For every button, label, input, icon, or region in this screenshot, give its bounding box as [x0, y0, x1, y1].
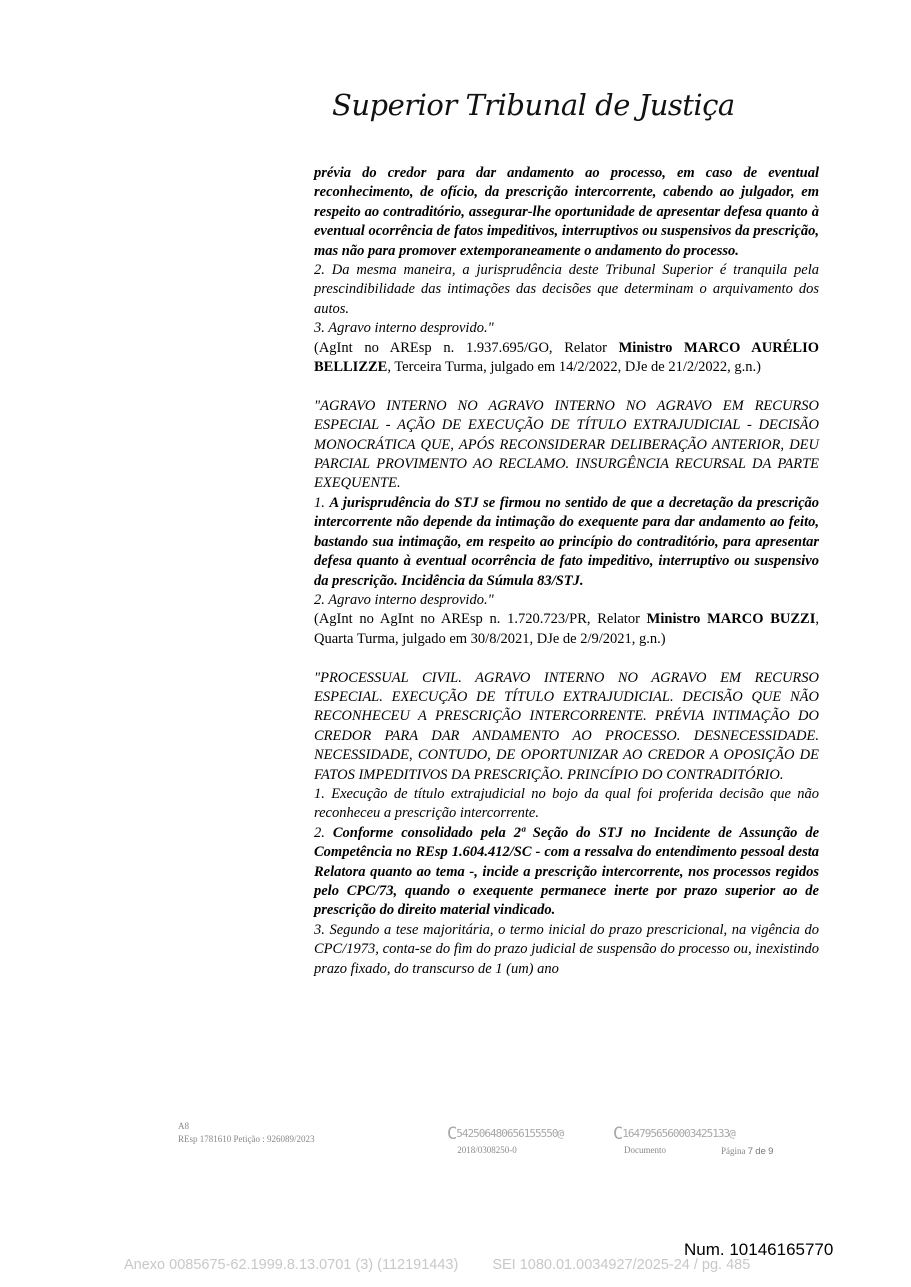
citation-2-pre: (AgInt no AgInt no AREsp n. 1.720.723/PR, Relator [314, 611, 647, 628]
page-label: Página [721, 1146, 746, 1156]
citation-1 [314, 339, 819, 378]
quote3-item-2 [314, 824, 819, 921]
spacer [314, 649, 819, 668]
quote2-item-1 [314, 494, 819, 591]
barcode-1-prefix: C [447, 1124, 457, 1144]
citation-1-pre: (AgInt no AREsp n. 1.937.695/GO, Relator [314, 339, 619, 356]
quote1-paragraph-2: 2. Da mesma maneira, a jurisprudência deste Tribunal Superior é tranquila pela prescindibilidade das intimações das decisões que determinam o arquivamento dos autos. [314, 262, 819, 317]
document-body [314, 164, 819, 979]
quote1-paragraph-1: prévia do credor para dar andamento ao processo, em caso de eventual reconhecimento, de ofício, da prescrição intercorrente, cabendo ao julgador, em respeito ao contraditório, assegurar-lhe oportunidade de apresentar defesa quanto à eventual ocorrência de fatos impeditivos, interruptivos ou suspensivos da prescrição, mas não para promover extemporaneamente o andamento do processo. [314, 165, 819, 259]
footer-petition: REsp 1781610 Petição : 926089/2023 [178, 1134, 315, 1144]
sei-reference: SEI 1080.01.0034927/2025-24 / pg. 485 [492, 1257, 751, 1273]
quote3-item-2-text: Conforme consolidado pela 2ª Seção do STJ no Incidente de Assunção de Competência no REsp 1.604.412/SC - com a ressalva do entendimento pessoal desta Relatora quanto ao tema -, incide a prescrição intercorrente, nos processos regidos pelo CPC/73, quando o exequente permanece inerte por prazo superior ao de prescrição do direito material vindicado. [314, 824, 820, 919]
barcode-2-caption: Documento [624, 1145, 666, 1155]
citation-1-bold: Ministro MARCO AURÉLIO BELLIZZE [314, 339, 819, 376]
barcode-2-digits: 1647956560003425133@ [622, 1127, 735, 1140]
annex-watermark [124, 1257, 750, 1273]
footer-petition-info [178, 1120, 315, 1146]
page-number [721, 1146, 773, 1157]
barcode-2-text [613, 1124, 735, 1144]
quote3-item-3: 3. Segundo a tese majoritária, o termo inicial do prazo prescricional, na vigência do CPC/1973, conta-se do fim do prazo judicial de suspensão do processo ou, inexistindo prazo fixado, do transcurso de 1 (um) ano [314, 921, 819, 977]
barcode-1-digits: 542506480656155550@ [456, 1127, 564, 1140]
barcode-1-text [447, 1124, 564, 1144]
barcode-2-prefix: C [613, 1124, 623, 1144]
annex-reference: Anexo 0085675-62.1999.8.13.0701 (3) (112191443) [124, 1257, 459, 1273]
citation-2-post: , Quarta Turma, julgado em 30/8/2021, DJe de 2/9/2021, g.n.) [314, 611, 819, 647]
quote3-item-2-number: 2. [314, 824, 333, 841]
barcode-1-caption: 2018/0308250-0 [457, 1145, 517, 1155]
quote3-heading: "PROCESSUAL CIVIL. AGRAVO INTERNO NO AGRAVO EM RECURSO ESPECIAL. EXECUÇÃO DE TÍTULO EXTRAJUDICIAL. DECISÃO QUE NÃO RECONHECEU A PRESCRIÇÃO INTERCORRENTE. PRÉVIA INTIMAÇÃO DO CREDOR PARA DAR ANDAMENTO AO PROCESSO. DESNECESSIDADE. NECESSIDADE, CONTUDO, DE OPORTUNIZAR AO CREDOR A OPOSIÇÃO DE FATOS IMPEDITIVOS DA PRESCRIÇÃO. PRINCÍPIO DO CONTRADITÓRIO. [314, 669, 819, 783]
quote2-item-1-number: 1. [314, 494, 330, 511]
page-current: 7 [747, 1146, 754, 1157]
footer-code-a8: A8 [178, 1121, 189, 1131]
quote2-heading: "AGRAVO INTERNO NO AGRAVO INTERNO NO AGRAVO EM RECURSO ESPECIAL - AÇÃO DE EXECUÇÃO DE TÍTULO EXTRAJUDICIAL - DECISÃO MONOCRÁTICA QUE, APÓS RECONSIDERAR DELIBERAÇÃO ANTERIOR, DEU PARCIAL PROVIMENTO AO RECLAMO. INSURGÊNCIA RECURSAL DA PARTE EXEQUENTE. [314, 397, 819, 492]
quote3-item-1: 1. Execução de título extrajudicial no bojo da qual foi proferida decisão que não reconheceu a prescrição intercorrente. [314, 785, 819, 822]
citation-2 [314, 610, 819, 649]
citation-2-bold: Ministro MARCO BUZZI [646, 611, 816, 628]
spacer [314, 377, 819, 396]
page-total: 9 [768, 1146, 774, 1157]
quote2-item-2: 2. Agravo interno desprovido." [314, 591, 494, 608]
page-separator: de [755, 1146, 766, 1157]
quote2-item-1-text: A jurisprudência do STJ se firmou no sentido de que a decretação da prescrição intercorrente não depende da intimação do exequente para dar andamento ao feito, bastando sua intimação, em respeito ao princípio do contraditório, para apresentar defesa quanto à eventual ocorrência de fato impeditivo, interruptivo ou suspensivo da prescrição. Incidência da Súmula 83/STJ. [314, 494, 820, 589]
court-header-title: Superior Tribunal de Justiça [332, 88, 735, 122]
quote1-paragraph-3: 3. Agravo interno desprovido." [314, 320, 494, 337]
citation-1-post: , Terceira Turma, julgado em 14/2/2022, DJe de 21/2/2022, g.n.) [387, 359, 761, 376]
footer-barcode-1 [447, 1124, 564, 1155]
document-num-stamp: Num. 10146165770 [684, 1240, 834, 1259]
